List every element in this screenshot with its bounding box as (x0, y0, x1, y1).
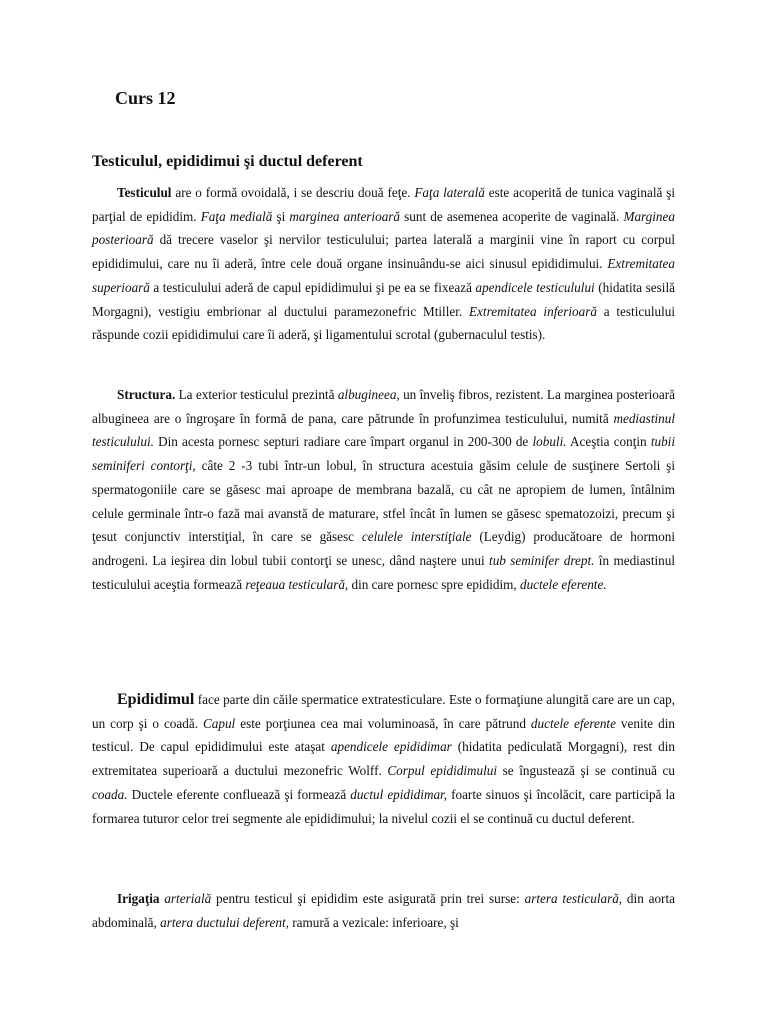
text-run: în mediastinul testiculului aceştia formează (92, 552, 675, 592)
text-run: a testiculului aderă de capul epididimului şi pe ea se fixează (149, 279, 476, 295)
text-run: tubii seminiferi contorţi, (92, 434, 676, 474)
text-run: artera testiculară, (524, 891, 623, 906)
text-run: Ductele eferente confluează şi formează (127, 786, 351, 802)
text-run: Epididimul (117, 691, 195, 708)
text-run: câte 2 -3 tubi într-un lobul, în structura acestuia găsim celule de susţinere Sertoli şi spermatogoniile care se găsesc mai aproape de membrana bazală, cu cât ne apropiem de lumen, întâlnim celule germinale într-o fază mai avanstă de maturare, stfel încât în lumen se găsesc spematozoizi, precum şi ţesut conjunctiv interstiţial, în care se găsesc (92, 458, 675, 545)
text-run: Structura. (117, 387, 176, 402)
text-run: este acoperită de tunica vaginală şi parţial de epididim. (92, 185, 676, 224)
text-run: se îngustează şi se continuă cu (497, 763, 675, 779)
text-run: ductele eferente (530, 715, 616, 731)
text-run: are o formă ovoidală, i se descriu două feţe. (171, 185, 415, 200)
text-run: face parte din căile spermatice extratesticulare. Este o formaţiune alungită care are un cap, un corp şi o coadă. (92, 692, 675, 731)
paragraph-structura (92, 383, 675, 596)
text-run: Extremitatea inferioară (469, 303, 597, 319)
text-run: Din acesta pornesc septuri radiare care împart organul in 200-300 de (153, 434, 533, 450)
text-run: Corpul epididimului (387, 763, 498, 779)
text-run: marginea anterioară (289, 208, 401, 224)
text-run: pentru testicul şi epididim este asigurată prin trei surse: (211, 891, 525, 906)
text-run: Capul (202, 715, 236, 731)
text-run: un înveliş fibros, rezistent. La marginea posterioară albugineea are o îngroşare în formă de pana, care pătrunde în profunzimea testiculului, numită (92, 387, 675, 426)
text-run: sunt de asemenea acoperite de vaginală. (400, 208, 624, 224)
text-run: mediastinul testiculului. (92, 410, 675, 450)
text-run: Testiculul (117, 185, 172, 200)
text-run: tub seminifer drept. (489, 552, 595, 568)
text-run: (Leydig) producătoare de hormoni androgeni. La ieşirea din lobul tubii contorţi se unesc, dând naştere unui (92, 529, 675, 568)
paragraph-testiculul (92, 181, 675, 347)
text-run: ductul epididimar, (350, 786, 448, 802)
text-run: (hidatita pediculată Morgagni), rest din extremitatea superioară a ductului mezonefric Wolff. (92, 739, 675, 779)
text-run: reţeaua testiculară, (245, 576, 349, 592)
text-run: este porţiunea cea mai voluminoasă, în care pătrund (235, 715, 531, 731)
text-run: din aorta abdominală, (92, 891, 675, 930)
text-run: celulele interstiţiale (361, 529, 472, 545)
course-title: Curs 12 (115, 88, 176, 108)
text-run: Marginea posterioară (92, 208, 675, 248)
text-run: apendicele epididimar (330, 739, 452, 755)
text-run: a testiculului răspunde cozii epididimului care îi aderă, şi ligamentului scrotal (gubernaculul testis). (92, 303, 675, 343)
text-run: arterială (164, 891, 212, 906)
text-run: artera ductului deferent, (160, 914, 289, 930)
text-run: lobuli. (532, 434, 567, 450)
section-title: Testiculul, epididimui şi ductul deferent (92, 153, 363, 170)
text-run: venite din testicul. De capul epididimului este ataşat (92, 715, 675, 755)
text-run: ductele eferente. (519, 576, 607, 592)
text-run: Aceştia conţin (566, 434, 651, 450)
text-run: albugineea, (337, 387, 400, 402)
text-run: şi (272, 208, 290, 224)
text-run: Faţa medială (200, 208, 273, 224)
text-run: Faţa laterală (414, 185, 485, 200)
text-run: ramură a vezicale: inferioare, şi (288, 914, 459, 930)
text-run: dă trecere vaselor şi nervilor testiculului; partea laterală a marginii vine în raport cu corpul epididimului, care nu îi aderă, între cele două organe insinuându-se aici sinusul epididimului. (92, 232, 675, 272)
text-run: apendicele testiculului (475, 279, 595, 295)
text-run: foarte sinuos şi încolăcit, care participă la formarea tuturor celor trei segmente ale epididimului; la nivelul cozii el se continuă cu ductul deferent. (92, 786, 675, 826)
text-run: Irigaţia (117, 891, 160, 906)
text-run: Extremitatea superioară (92, 256, 675, 295)
paragraph-epididimul (92, 688, 675, 830)
paragraph-irigatia (92, 887, 675, 934)
text-run: (hidatita sesilă Morgagni), vestigiu embrionar al ductului paramezonefric Mtiller. (92, 279, 675, 319)
text-run: din care pornesc spre epididim, (348, 576, 520, 592)
text-run: La exterior testiculul prezintă (175, 387, 338, 402)
text-run: coada. (92, 786, 128, 802)
